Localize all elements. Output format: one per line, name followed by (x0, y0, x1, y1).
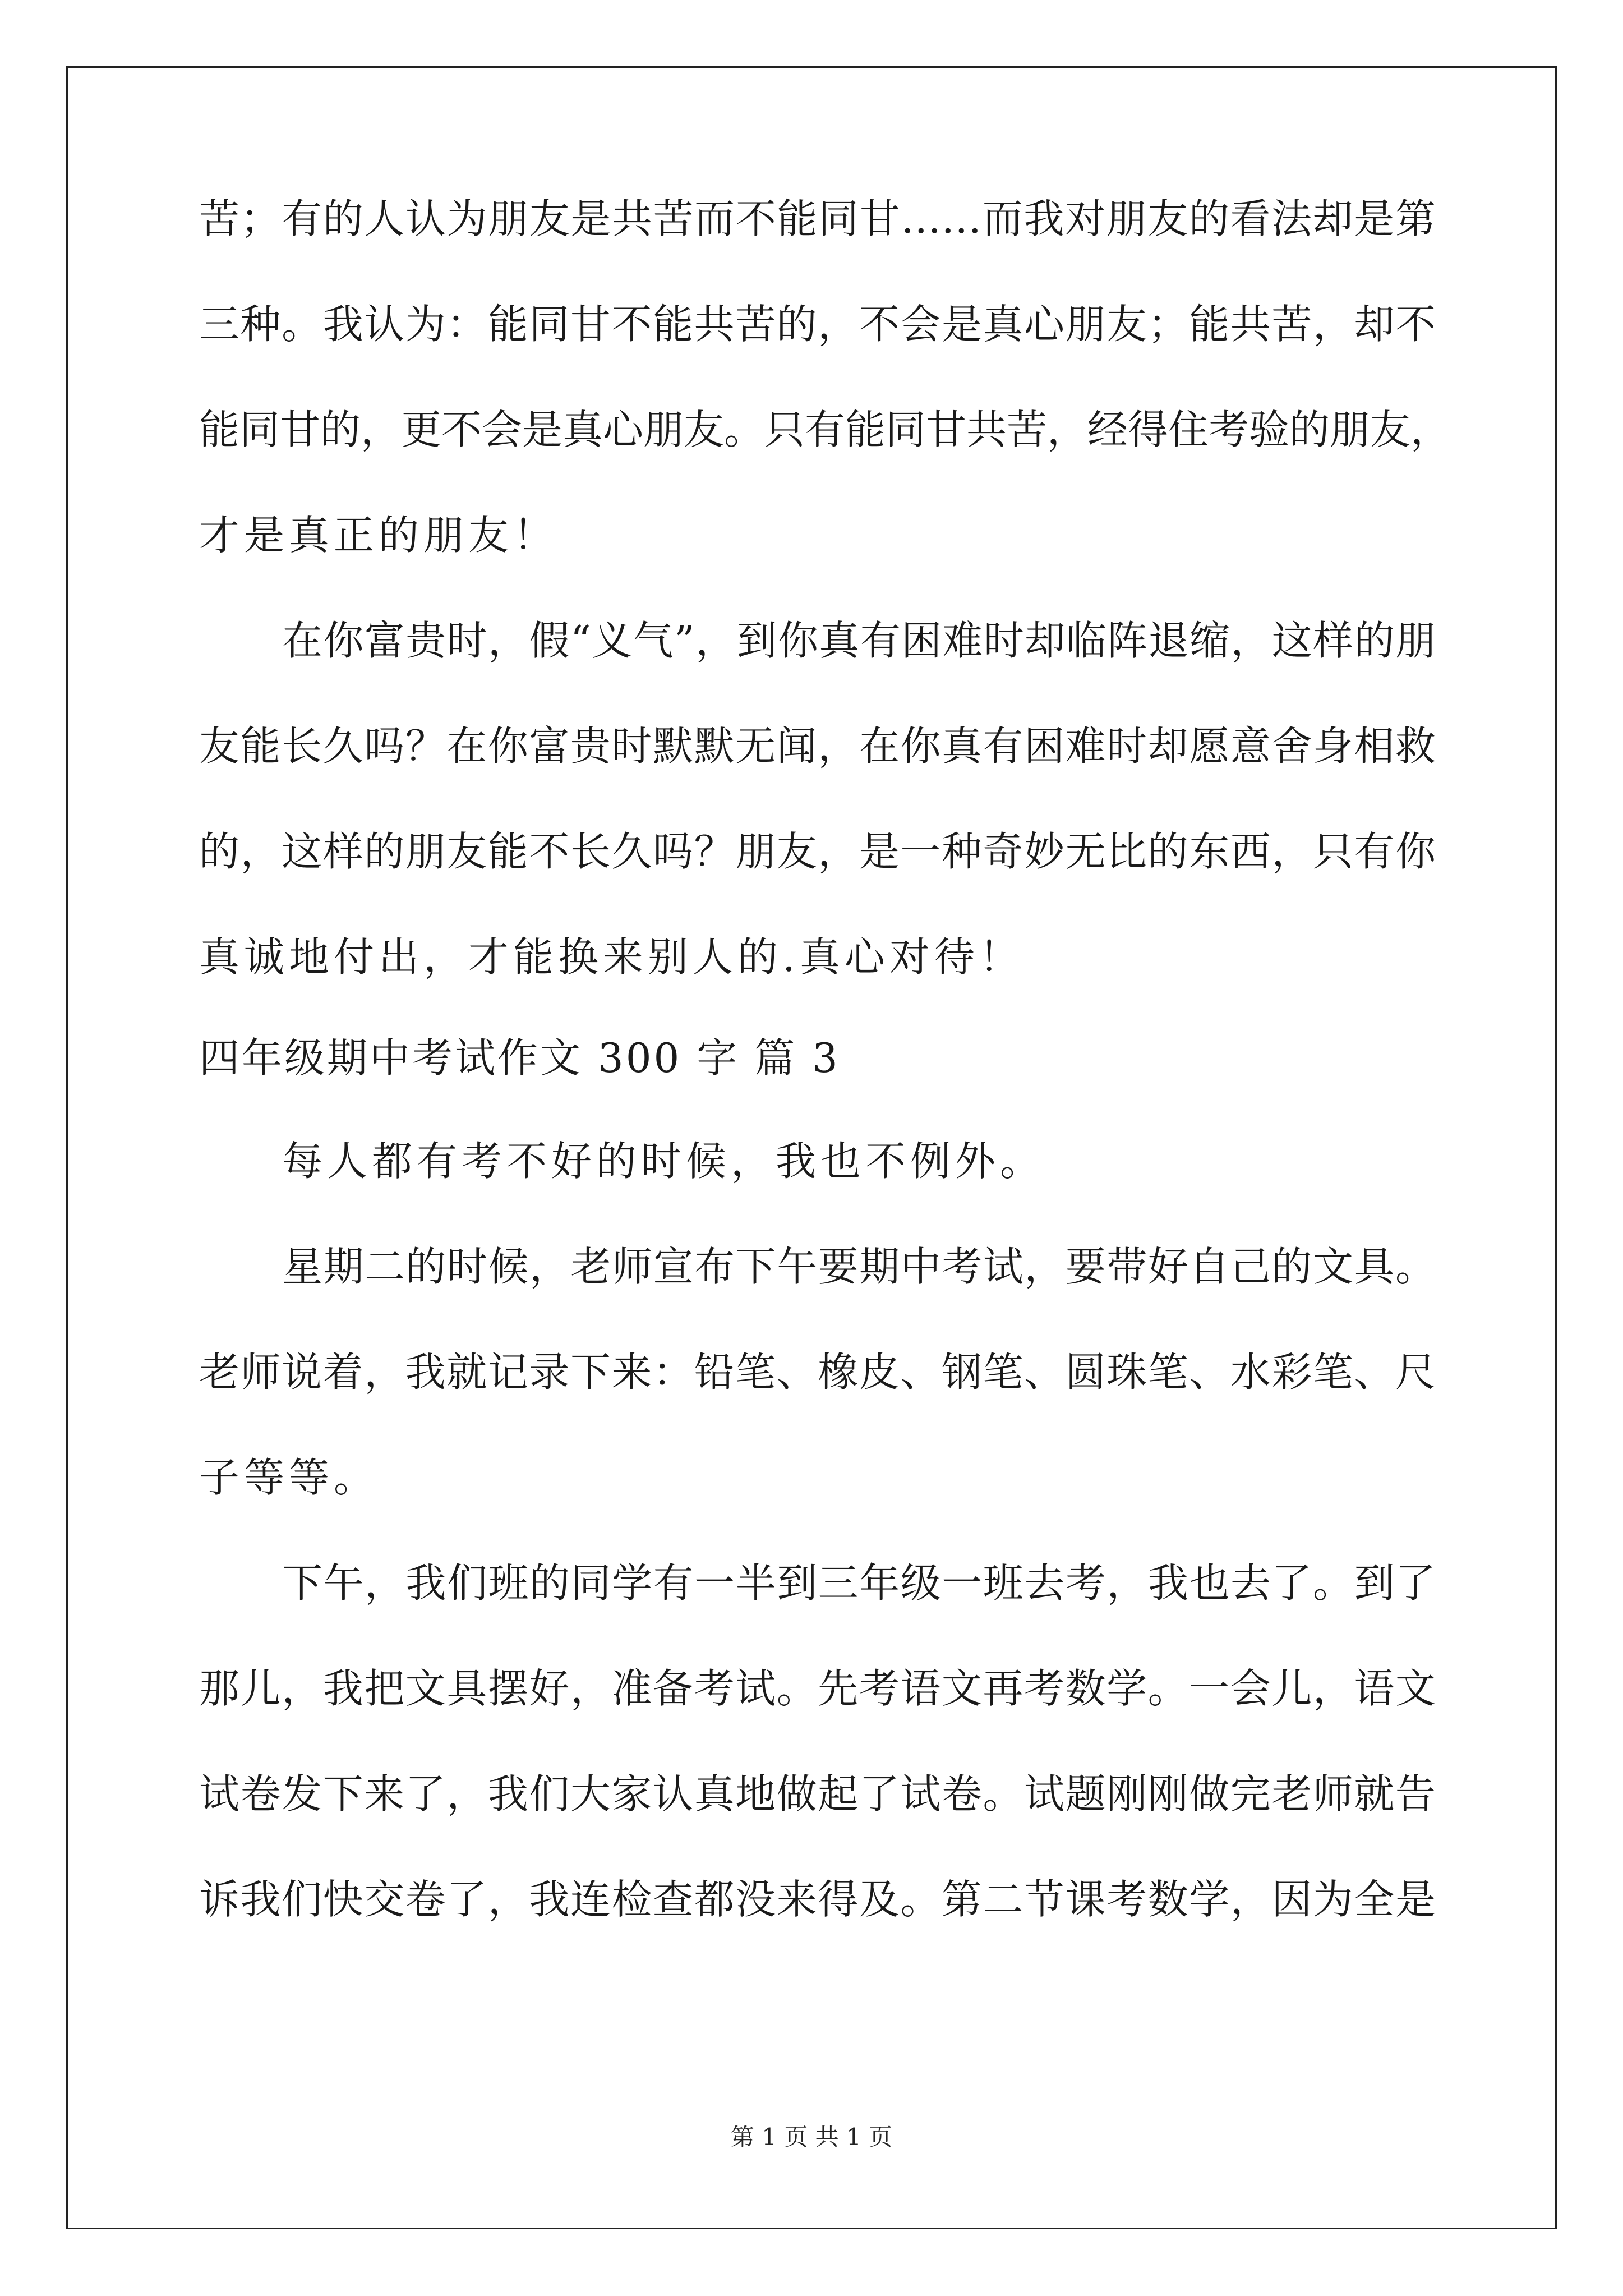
text-line: 苦；有的人认为朋友是共苦而不能同甘……而我对朋友的看法却是第 (199, 195, 1436, 242)
text-line: 才是真正的朋友！ (199, 512, 559, 559)
text-line: 子等等。 (199, 1454, 379, 1501)
text-line: 诉我们快交卷了，我连检查都没来得及。第二节课考数学，因为全是 (199, 1876, 1436, 1923)
text-line: 在你富贵时，假“义气”，到你真有困难时却临阵退缩，这样的朋 (282, 617, 1436, 664)
text-line: 真诚地付出，才能换来别人的.真心对待！ (199, 933, 1024, 981)
text-line: 老师说着，我就记录下来：铅笔、橡皮、钢笔、圆珠笔、水彩笔、尺 (199, 1349, 1436, 1396)
text-line: 友能长久吗？在你富贵时默默无闻，在你真有困难时却愿意舍身相救 (199, 723, 1436, 770)
text-line: 那儿，我把文具摆好，准备考试。先考语文再考数学。一会儿，语文 (199, 1665, 1436, 1712)
page-footer: 第 1 页 共 1 页 (730, 2123, 893, 2151)
text-line: 下午，我们班的同学有一半到三年级一班去考，我也去了。到了 (282, 1559, 1436, 1607)
text-line: 能同甘的，更不会是真心朋友。只有能同甘共苦，经得住考验的朋友， (199, 406, 1451, 453)
section-heading: 四年级期中考试作文 300 字 篇 3 (199, 1034, 840, 1082)
text-line: 每人都有考不好的时候，我也不例外。 (282, 1138, 1045, 1185)
text-line: 星期二的时候，老师宣布下午要期中考试，要带好自己的文具。 (282, 1243, 1436, 1290)
text-line: 的，这样的朋友能不长久吗？朋友，是一种奇妙无比的东西，只有你 (199, 828, 1436, 875)
text-line: 试卷发下来了，我们大家认真地做起了试卷。试题刚刚做完老师就告 (199, 1770, 1436, 1818)
text-line: 三种。我认为：能同甘不能共苦的，不会是真心朋友；能共苦，却不 (199, 301, 1436, 348)
